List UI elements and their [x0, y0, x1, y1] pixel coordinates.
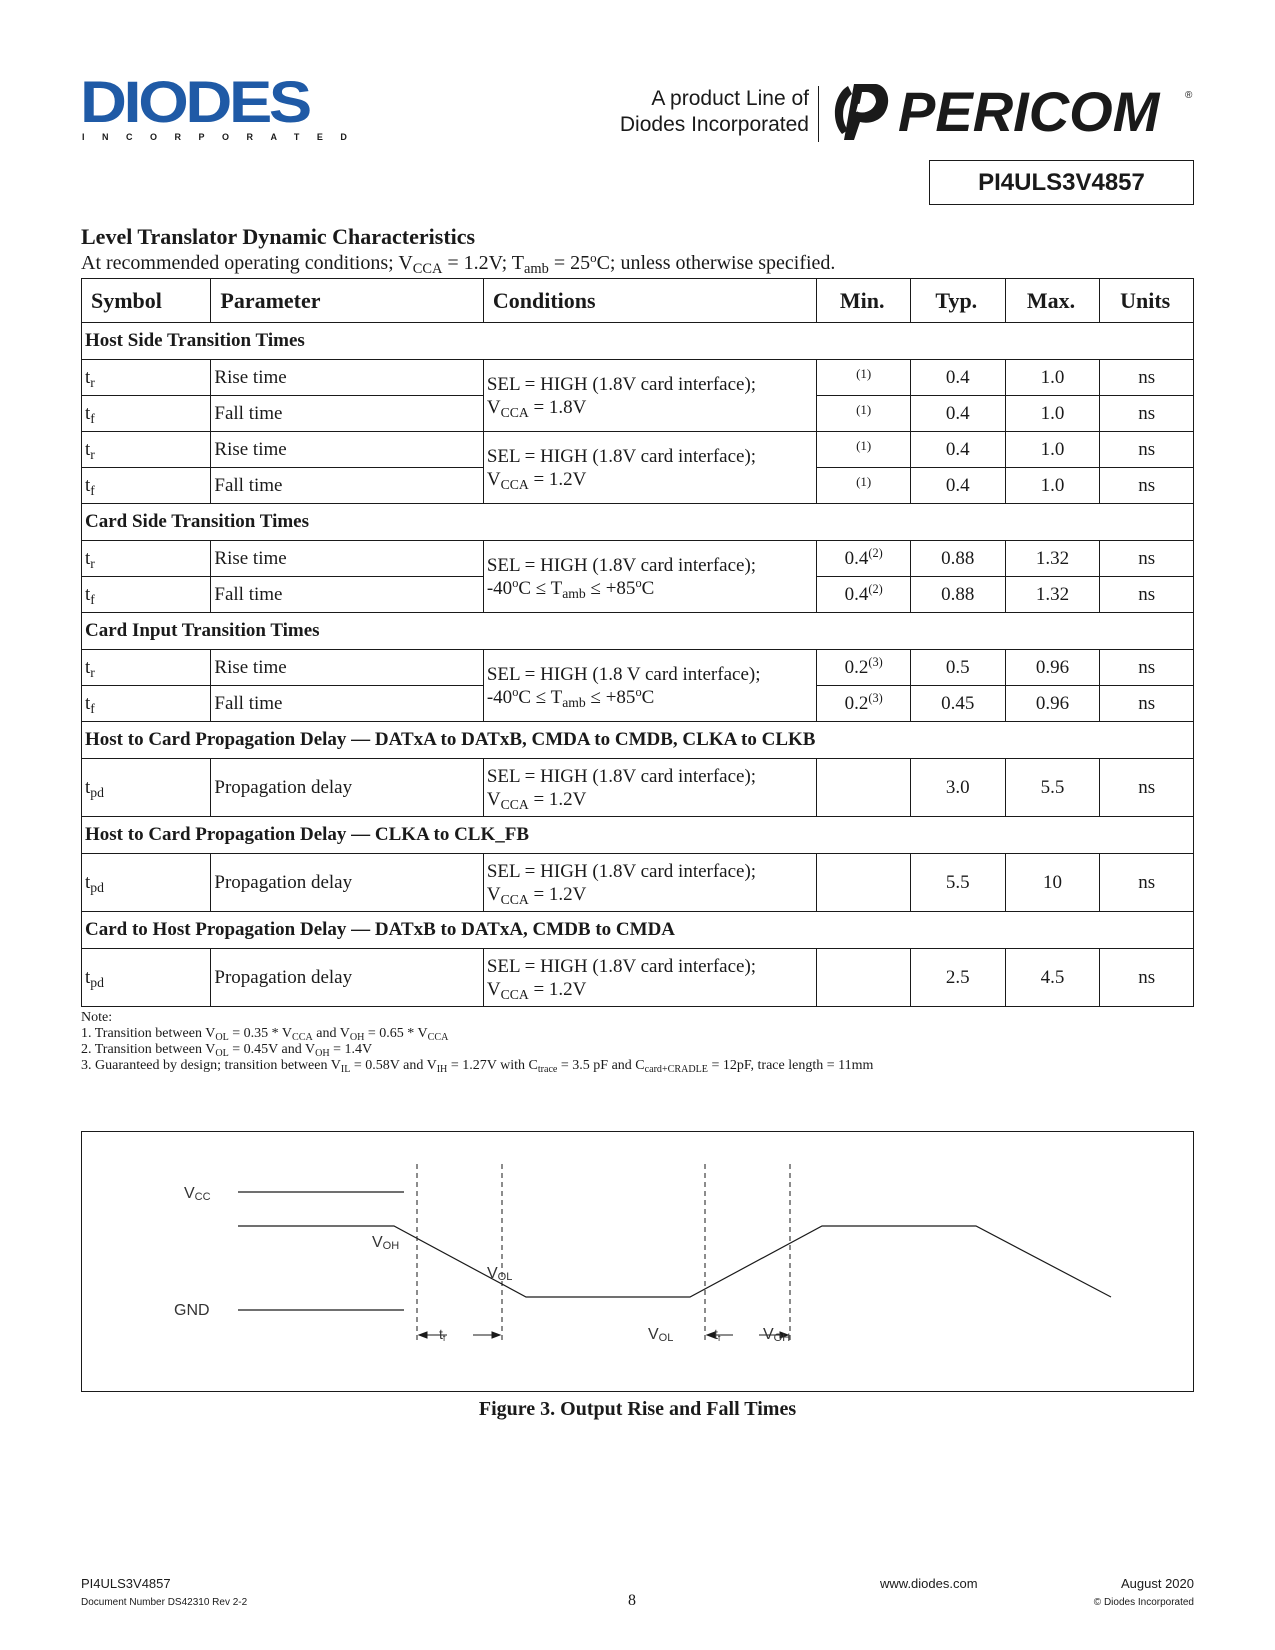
gnd-label: GND [174, 1302, 210, 1319]
units-cell: ns [1100, 686, 1194, 722]
min-cell: (1) [817, 468, 911, 504]
part-number-box: PI4ULS3V4857 [929, 160, 1194, 205]
symbol-cell: $t_f$ [82, 686, 211, 722]
conditions-cell: SEL = HIGH (1.8V card interface); $V_{CCA} = 1.2V$ [483, 759, 816, 817]
max-cell: 5.5 [1005, 759, 1100, 817]
max-cell: 1.0 [1005, 432, 1100, 468]
tf-label-2: tf [714, 1326, 721, 1343]
typ-cell: 0.4 [910, 432, 1005, 468]
waveform-line [238, 1226, 1111, 1297]
conditions-cell: SEL = HIGH (1.8V card interface); $V_{CCA} = 1.2V$ [483, 854, 816, 912]
min-cell: (1) [817, 432, 911, 468]
min-cell [817, 949, 911, 1007]
arrow-left-icon [419, 1332, 427, 1338]
max-cell: 1.32 [1005, 541, 1100, 577]
max-cell: 0.96 [1005, 686, 1100, 722]
max-cell: 1.0 [1005, 360, 1100, 396]
units-cell: ns [1100, 949, 1194, 1007]
symbol-cell: $t_r$ [82, 360, 211, 396]
section-title: Level Translator Dynamic Characteristics [81, 224, 476, 249]
min-cell: 0.2$^{(3)}$ [817, 650, 911, 686]
symbol-cell: $t_f$ [82, 396, 211, 432]
symbol-cell: $t_r$ [82, 650, 211, 686]
tf-label-1: tf [439, 1326, 446, 1343]
footer-copyright: © Diodes Incorporated [1093, 1597, 1194, 1608]
rise-fall-figure [81, 1131, 1194, 1392]
typ-cell: 0.4 [910, 468, 1005, 504]
table-row [82, 949, 1194, 1007]
units-cell: ns [1100, 432, 1194, 468]
symbol-cell: $t_{pd}$ [82, 759, 211, 817]
table-row [82, 360, 1194, 396]
header-symbol: Symbol [82, 279, 211, 323]
group-row: Host to Card Propagation Delay — DATxA to DATxB, CMDA to CMDB, CLKA to CLKB [82, 722, 1194, 759]
conditions-cell: SEL = HIGH (1.8V card interface); $V_{CCA} = 1.2V$ [483, 949, 816, 1007]
units-cell: ns [1100, 360, 1194, 396]
vol-label-2: VOL [648, 1326, 674, 1344]
symbol-cell: $t_r$ [82, 432, 211, 468]
arrow-right-icon [492, 1332, 500, 1338]
group-row: Card Side Transition Times [82, 504, 1194, 541]
units-cell: ns [1100, 759, 1194, 817]
typ-cell: 3.0 [910, 759, 1005, 817]
table-row [82, 541, 1194, 577]
parameter-cell: Rise time [211, 541, 483, 577]
table-row [82, 650, 1194, 686]
typ-cell: 0.4 [910, 396, 1005, 432]
parameter-cell: Fall time [211, 396, 483, 432]
table-header-row [82, 279, 1194, 323]
typ-cell: 0.5 [910, 650, 1005, 686]
min-cell: 0.4$^{(2)}$ [817, 541, 911, 577]
conditions-cell: SEL = HIGH (1.8V card interface); $-40^oC \le T_{amb} \le +85^oC$ [483, 541, 816, 613]
vcc-label: VCC [184, 1185, 211, 1203]
footer-date: August 2020 [1120, 1576, 1194, 1591]
parameter-cell: Fall time [211, 577, 483, 613]
group-row: Card to Host Propagation Delay — DATxB to DATxA, CMDB to CMDA [82, 912, 1194, 949]
units-cell: ns [1100, 468, 1194, 504]
diodes-logo-word: DIODES [80, 70, 309, 135]
units-cell: ns [1100, 541, 1194, 577]
max-cell: 0.96 [1005, 650, 1100, 686]
conditions-cell: SEL = HIGH (1.8 V card interface); $-40^oC \le T_{amb} \le +85^oC$ [483, 650, 816, 722]
note-3: 3. Guaranteed by design; transition between $V_{IL} = 0.58V$ and $V_{IH} = 1.27V$ with $C_{trace} = 3.5$ pF and $C_{card+CRADLE} = 12pF$, trace length = 11mm [81, 1058, 874, 1075]
pericom-logo [828, 78, 1198, 148]
max-cell: 10 [1005, 854, 1100, 912]
typ-cell: 0.88 [910, 577, 1005, 613]
header-divider [818, 86, 819, 142]
header-min: Min. [817, 279, 911, 323]
max-cell: 1.0 [1005, 468, 1100, 504]
figure-caption: Figure 3. Output Rise and Fall Times [478, 1398, 797, 1420]
note-1: 1. Transition between $V_{OL} = 0.35 * V_{CCA}$ and $V_{OH} = 0.65 * V_{CCA}$ [81, 1026, 449, 1043]
typ-cell: 0.88 [910, 541, 1005, 577]
units-cell: ns [1100, 577, 1194, 613]
min-cell: (1) [817, 396, 911, 432]
note-2: 2. Transition between $V_{OL} = 0.45V$ and $V_{OH} = 1.4V$ [81, 1042, 373, 1059]
symbol-cell: $t_f$ [82, 577, 211, 613]
max-cell: 1.32 [1005, 577, 1100, 613]
typ-cell: 0.4 [910, 360, 1005, 396]
registered-mark: ® [1185, 90, 1193, 101]
header-units: Units [1100, 279, 1194, 323]
min-cell [817, 759, 911, 817]
product-line-1: A product Line of [651, 87, 809, 110]
parameter-cell: Propagation delay [211, 854, 483, 912]
typ-cell: 2.5 [910, 949, 1005, 1007]
min-cell [817, 854, 911, 912]
product-line-text [620, 86, 809, 138]
parameter-cell: Rise time [211, 432, 483, 468]
page-number: 8 [628, 1592, 636, 1609]
pericom-logo-word: PERICOM [898, 80, 1160, 143]
typ-cell: 5.5 [910, 854, 1005, 912]
voh-label-2: VOH [763, 1326, 791, 1344]
symbol-cell: $t_f$ [82, 468, 211, 504]
notes [81, 1010, 873, 1074]
conditions-cell: SEL = HIGH (1.8V card interface); $V_{CCA} = 1.2V$ [483, 432, 816, 504]
table-row [82, 759, 1194, 817]
voh-label-1: VOH [372, 1234, 400, 1252]
section-subtitle: At recommended operating conditions; $V_{CCA} = 1.2V$; $T_{amb} = 25^oC$; unless otherwise specified. [81, 249, 836, 278]
header-typ: Typ. [910, 279, 1005, 323]
parameter-cell: Propagation delay [211, 759, 483, 817]
pericom-mark-icon [828, 80, 894, 142]
diodes-logo-subtitle: INCORPORATED [82, 132, 365, 142]
footer-part-number: PI4ULS3V4857 [81, 1576, 171, 1591]
parameter-cell: Propagation delay [211, 949, 483, 1007]
group-row: Host to Card Propagation Delay — CLKA to CLK_FB [82, 817, 1194, 854]
symbol-cell: $t_{pd}$ [82, 854, 211, 912]
waveform-diagram [82, 1132, 1195, 1393]
parameter-cell: Fall time [211, 686, 483, 722]
min-cell: 0.4$^{(2)}$ [817, 577, 911, 613]
units-cell: ns [1100, 396, 1194, 432]
max-cell: 1.0 [1005, 396, 1100, 432]
min-cell: (1) [817, 360, 911, 396]
min-cell: 0.2$^{(3)}$ [817, 686, 911, 722]
footer-document-number: Document Number DS42310 Rev 2-2 [81, 1597, 248, 1608]
characteristics-table [81, 278, 1194, 1007]
diodes-logo [80, 70, 365, 144]
parameter-cell: Fall time [211, 468, 483, 504]
parameter-cell: Rise time [211, 360, 483, 396]
header-parameter: Parameter [211, 279, 483, 323]
header-conditions: Conditions [483, 279, 816, 323]
symbol-cell: $t_{pd}$ [82, 949, 211, 1007]
product-line-2: Diodes Incorporated [619, 113, 809, 136]
conditions-cell: SEL = HIGH (1.8V card interface); $V_{CCA} = 1.8V$ [483, 360, 816, 432]
footer-url[interactable]: www.diodes.com [880, 1576, 978, 1591]
group-row: Host Side Transition Times [82, 323, 1194, 360]
vol-label-1: VOL [487, 1265, 513, 1283]
table-row [82, 432, 1194, 468]
symbol-cell: $t_r$ [82, 541, 211, 577]
notes-title: Note: [81, 1010, 113, 1025]
table-row [82, 854, 1194, 912]
typ-cell: 0.45 [910, 686, 1005, 722]
parameter-cell: Rise time [211, 650, 483, 686]
units-cell: ns [1100, 650, 1194, 686]
max-cell: 4.5 [1005, 949, 1100, 1007]
units-cell: ns [1100, 854, 1194, 912]
group-row: Card Input Transition Times [82, 613, 1194, 650]
header-max: Max. [1005, 279, 1100, 323]
